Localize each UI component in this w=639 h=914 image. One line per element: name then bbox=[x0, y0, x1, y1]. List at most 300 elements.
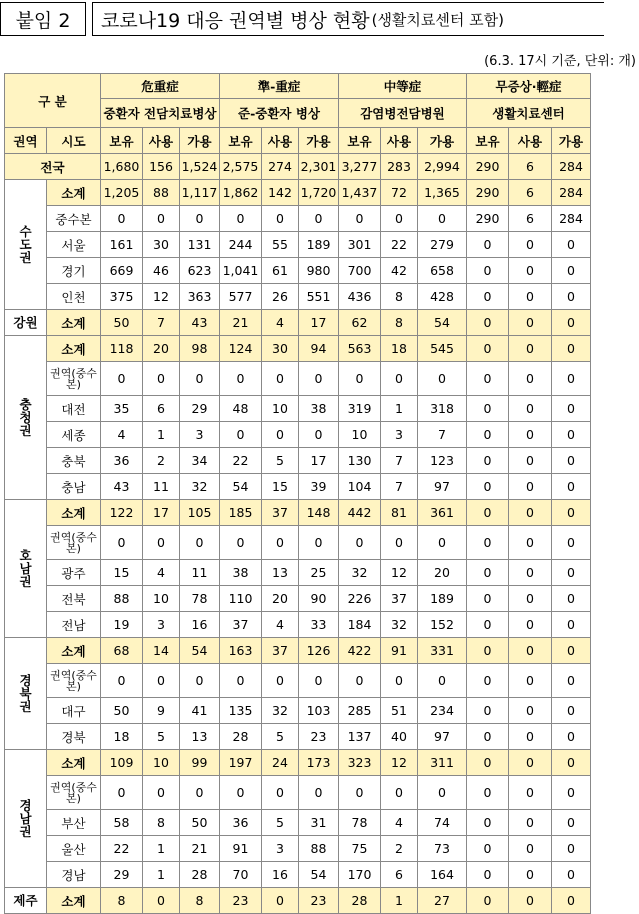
cell-value: 2 bbox=[381, 836, 418, 862]
cell-value: 88 bbox=[143, 180, 180, 206]
metric-header: 사용 bbox=[262, 128, 299, 154]
cell-value: 21 bbox=[220, 310, 262, 336]
cell-value: 55 bbox=[262, 232, 299, 258]
cell-value: 0 bbox=[509, 362, 552, 396]
cell-value: 442 bbox=[339, 500, 381, 526]
cell-value: 0 bbox=[552, 888, 591, 914]
cell-value: 0 bbox=[467, 776, 509, 810]
cell-value: 422 bbox=[339, 638, 381, 664]
cell-value: 137 bbox=[339, 724, 381, 750]
cell-value: 135 bbox=[220, 698, 262, 724]
cell-value: 0 bbox=[262, 776, 299, 810]
cell-value: 0 bbox=[299, 526, 339, 560]
cell-value: 0 bbox=[220, 664, 262, 698]
cell-value: 0 bbox=[467, 396, 509, 422]
cell-value: 545 bbox=[418, 336, 467, 362]
cell-value: 0 bbox=[552, 638, 591, 664]
cell-value: 8 bbox=[143, 810, 180, 836]
national-value: 1,680 bbox=[101, 154, 143, 180]
cell-value: 0 bbox=[220, 422, 262, 448]
cell-value: 1,365 bbox=[418, 180, 467, 206]
cell-value: 3 bbox=[381, 422, 418, 448]
city-name: 경북 bbox=[47, 724, 101, 750]
cell-value: 1,205 bbox=[101, 180, 143, 206]
cell-value: 70 bbox=[220, 862, 262, 888]
cell-value: 0 bbox=[509, 474, 552, 500]
cell-value: 0 bbox=[552, 836, 591, 862]
cell-value: 0 bbox=[418, 776, 467, 810]
group-name: 무증상·輕症 bbox=[467, 74, 591, 99]
cell-value: 0 bbox=[299, 422, 339, 448]
cell-value: 0 bbox=[143, 362, 180, 396]
cell-value: 15 bbox=[101, 560, 143, 586]
cell-value: 285 bbox=[339, 698, 381, 724]
cell-value: 11 bbox=[143, 474, 180, 500]
cell-value: 290 bbox=[467, 180, 509, 206]
cell-value: 50 bbox=[101, 310, 143, 336]
metric-header: 보유 bbox=[220, 128, 262, 154]
cell-value: 5 bbox=[262, 724, 299, 750]
cell-value: 0 bbox=[509, 810, 552, 836]
page-subtitle: (생활치료센터 포함) bbox=[371, 10, 504, 29]
cell-value: 161 bbox=[101, 232, 143, 258]
cell-value: 0 bbox=[143, 206, 180, 232]
cell-value: 130 bbox=[339, 448, 381, 474]
city-name: 소계 bbox=[47, 500, 101, 526]
cell-value: 0 bbox=[101, 362, 143, 396]
table-row bbox=[5, 336, 591, 362]
cell-value: 279 bbox=[418, 232, 467, 258]
cell-value: 0 bbox=[299, 664, 339, 698]
cell-value: 0 bbox=[262, 422, 299, 448]
cell-value: 0 bbox=[467, 422, 509, 448]
cell-value: 290 bbox=[467, 206, 509, 232]
cell-value: 0 bbox=[552, 664, 591, 698]
cell-value: 0 bbox=[381, 664, 418, 698]
cell-value: 104 bbox=[339, 474, 381, 500]
table-row bbox=[5, 586, 591, 612]
cell-value: 21 bbox=[180, 836, 220, 862]
table-row bbox=[5, 284, 591, 310]
cell-value: 0 bbox=[467, 560, 509, 586]
cell-value: 6 bbox=[381, 862, 418, 888]
cell-value: 97 bbox=[418, 474, 467, 500]
cell-value: 363 bbox=[180, 284, 220, 310]
cell-value: 16 bbox=[262, 862, 299, 888]
cell-value: 74 bbox=[418, 810, 467, 836]
cell-value: 0 bbox=[552, 422, 591, 448]
city-name: 전남 bbox=[47, 612, 101, 638]
cell-value: 12 bbox=[143, 284, 180, 310]
cell-value: 0 bbox=[552, 698, 591, 724]
cell-value: 14 bbox=[143, 638, 180, 664]
city-name: 경기 bbox=[47, 258, 101, 284]
cell-value: 23 bbox=[299, 724, 339, 750]
national-value: 290 bbox=[467, 154, 509, 180]
cell-value: 68 bbox=[101, 638, 143, 664]
cell-value: 0 bbox=[509, 862, 552, 888]
cell-value: 1,437 bbox=[339, 180, 381, 206]
cell-value: 12 bbox=[381, 560, 418, 586]
cell-value: 0 bbox=[467, 258, 509, 284]
city-name: 충북 bbox=[47, 448, 101, 474]
cell-value: 54 bbox=[299, 862, 339, 888]
table-row bbox=[5, 258, 591, 284]
cell-value: 0 bbox=[509, 836, 552, 862]
city-name: 전북 bbox=[47, 586, 101, 612]
cell-value: 0 bbox=[509, 310, 552, 336]
cell-value: 0 bbox=[180, 526, 220, 560]
attachment-badge: 붙임 2 bbox=[0, 2, 86, 36]
cell-value: 0 bbox=[467, 336, 509, 362]
region-col-header: 권역 bbox=[5, 128, 47, 154]
city-name: 소계 bbox=[47, 310, 101, 336]
cell-value: 10 bbox=[339, 422, 381, 448]
cell-value: 72 bbox=[381, 180, 418, 206]
cell-value: 0 bbox=[418, 526, 467, 560]
table-row bbox=[5, 750, 591, 776]
cell-value: 318 bbox=[418, 396, 467, 422]
cell-value: 4 bbox=[381, 810, 418, 836]
city-name: 중수본 bbox=[47, 206, 101, 232]
cell-value: 0 bbox=[143, 664, 180, 698]
table-row bbox=[5, 206, 591, 232]
cell-value: 4 bbox=[101, 422, 143, 448]
cell-value: 226 bbox=[339, 586, 381, 612]
cell-value: 88 bbox=[101, 586, 143, 612]
table-row bbox=[5, 422, 591, 448]
cell-value: 0 bbox=[381, 362, 418, 396]
metric-header: 사용 bbox=[509, 128, 552, 154]
cell-value: 31 bbox=[299, 810, 339, 836]
cell-value: 26 bbox=[262, 284, 299, 310]
cell-value: 0 bbox=[552, 500, 591, 526]
cell-value: 0 bbox=[143, 526, 180, 560]
metric-header: 가용 bbox=[552, 128, 591, 154]
cell-value: 33 bbox=[299, 612, 339, 638]
table-row bbox=[5, 448, 591, 474]
cell-value: 5 bbox=[143, 724, 180, 750]
cell-value: 284 bbox=[552, 206, 591, 232]
national-value: 156 bbox=[143, 154, 180, 180]
national-value: 284 bbox=[552, 154, 591, 180]
cell-value: 323 bbox=[339, 750, 381, 776]
table-row bbox=[5, 836, 591, 862]
group-sub: 생활치료센터 bbox=[467, 99, 591, 128]
cell-value: 34 bbox=[180, 448, 220, 474]
title-box bbox=[92, 2, 604, 36]
cell-value: 0 bbox=[467, 526, 509, 560]
cell-value: 0 bbox=[552, 586, 591, 612]
city-name: 광주 bbox=[47, 560, 101, 586]
cell-value: 0 bbox=[467, 698, 509, 724]
cell-value: 0 bbox=[262, 888, 299, 914]
page-header bbox=[0, 0, 639, 40]
cell-value: 0 bbox=[262, 362, 299, 396]
cell-value: 3 bbox=[262, 836, 299, 862]
national-value: 2,301 bbox=[299, 154, 339, 180]
national-value: 6 bbox=[509, 154, 552, 180]
national-label: 전국 bbox=[5, 154, 101, 180]
cell-value: 9 bbox=[143, 698, 180, 724]
cell-value: 0 bbox=[509, 422, 552, 448]
table-row bbox=[5, 310, 591, 336]
cell-value: 0 bbox=[552, 362, 591, 396]
cell-value: 197 bbox=[220, 750, 262, 776]
region-name: 강원 bbox=[5, 310, 47, 336]
cell-value: 1 bbox=[143, 862, 180, 888]
group-name: 準-重症 bbox=[220, 74, 339, 99]
metric-header: 가용 bbox=[180, 128, 220, 154]
metric-header: 사용 bbox=[143, 128, 180, 154]
cell-value: 2 bbox=[143, 448, 180, 474]
cell-value: 30 bbox=[262, 336, 299, 362]
cell-value: 0 bbox=[552, 284, 591, 310]
cell-value: 0 bbox=[552, 724, 591, 750]
cell-value: 73 bbox=[418, 836, 467, 862]
cell-value: 122 bbox=[101, 500, 143, 526]
cell-value: 0 bbox=[509, 336, 552, 362]
cell-value: 32 bbox=[339, 560, 381, 586]
city-name: 권역(중수본) bbox=[47, 526, 101, 560]
cell-value: 16 bbox=[180, 612, 220, 638]
cell-value: 0 bbox=[339, 206, 381, 232]
city-name: 충남 bbox=[47, 474, 101, 500]
cell-value: 0 bbox=[180, 362, 220, 396]
cell-value: 658 bbox=[418, 258, 467, 284]
city-name: 소계 bbox=[47, 180, 101, 206]
cell-value: 189 bbox=[418, 586, 467, 612]
city-name: 세종 bbox=[47, 422, 101, 448]
table-row bbox=[5, 526, 591, 560]
cell-value: 131 bbox=[180, 232, 220, 258]
cell-value: 0 bbox=[220, 206, 262, 232]
cell-value: 10 bbox=[262, 396, 299, 422]
cell-value: 164 bbox=[418, 862, 467, 888]
city-name: 부산 bbox=[47, 810, 101, 836]
cell-value: 23 bbox=[220, 888, 262, 914]
cell-value: 1,041 bbox=[220, 258, 262, 284]
cell-value: 13 bbox=[262, 560, 299, 586]
cell-value: 980 bbox=[299, 258, 339, 284]
cell-value: 0 bbox=[509, 664, 552, 698]
cell-value: 189 bbox=[299, 232, 339, 258]
cell-value: 10 bbox=[143, 750, 180, 776]
cell-value: 0 bbox=[509, 698, 552, 724]
city-name: 대전 bbox=[47, 396, 101, 422]
metric-header: 보유 bbox=[101, 128, 143, 154]
national-value: 2,575 bbox=[220, 154, 262, 180]
cell-value: 20 bbox=[418, 560, 467, 586]
cell-value: 37 bbox=[220, 612, 262, 638]
cell-value: 0 bbox=[509, 258, 552, 284]
cell-value: 36 bbox=[220, 810, 262, 836]
cell-value: 78 bbox=[180, 586, 220, 612]
cell-value: 32 bbox=[262, 698, 299, 724]
cell-value: 4 bbox=[262, 612, 299, 638]
cell-value: 301 bbox=[339, 232, 381, 258]
cell-value: 5 bbox=[262, 810, 299, 836]
cell-value: 0 bbox=[467, 836, 509, 862]
cell-value: 3 bbox=[143, 612, 180, 638]
cell-value: 0 bbox=[467, 586, 509, 612]
region-name: 경 남 권 bbox=[5, 750, 47, 888]
cell-value: 0 bbox=[467, 810, 509, 836]
cell-value: 61 bbox=[262, 258, 299, 284]
cell-value: 0 bbox=[180, 206, 220, 232]
cell-value: 8 bbox=[381, 284, 418, 310]
cell-value: 37 bbox=[381, 586, 418, 612]
cell-value: 375 bbox=[101, 284, 143, 310]
cell-value: 12 bbox=[381, 750, 418, 776]
table-row bbox=[5, 664, 591, 698]
cell-value: 46 bbox=[143, 258, 180, 284]
cell-value: 1 bbox=[143, 836, 180, 862]
metric-header: 가용 bbox=[299, 128, 339, 154]
table-row bbox=[5, 180, 591, 206]
cell-value: 0 bbox=[552, 862, 591, 888]
city-name: 대구 bbox=[47, 698, 101, 724]
cell-value: 0 bbox=[467, 638, 509, 664]
cell-value: 0 bbox=[552, 560, 591, 586]
table-row bbox=[5, 776, 591, 810]
cell-value: 27 bbox=[418, 888, 467, 914]
cell-value: 6 bbox=[143, 396, 180, 422]
cell-value: 51 bbox=[381, 698, 418, 724]
national-value: 2,994 bbox=[418, 154, 467, 180]
city-name: 소계 bbox=[47, 638, 101, 664]
cell-value: 0 bbox=[467, 664, 509, 698]
cell-value: 0 bbox=[101, 664, 143, 698]
cell-value: 41 bbox=[180, 698, 220, 724]
cell-value: 0 bbox=[509, 232, 552, 258]
cell-value: 40 bbox=[381, 724, 418, 750]
cell-value: 5 bbox=[262, 448, 299, 474]
cell-value: 0 bbox=[467, 500, 509, 526]
cell-value: 8 bbox=[381, 310, 418, 336]
cell-value: 97 bbox=[418, 724, 467, 750]
cell-value: 78 bbox=[339, 810, 381, 836]
metric-header: 보유 bbox=[467, 128, 509, 154]
cell-value: 0 bbox=[339, 664, 381, 698]
cell-value: 105 bbox=[180, 500, 220, 526]
cell-value: 0 bbox=[552, 232, 591, 258]
cell-value: 90 bbox=[299, 586, 339, 612]
cell-value: 29 bbox=[180, 396, 220, 422]
cell-value: 436 bbox=[339, 284, 381, 310]
cell-value: 0 bbox=[101, 206, 143, 232]
cell-value: 3 bbox=[180, 422, 220, 448]
cell-value: 58 bbox=[101, 810, 143, 836]
cell-value: 18 bbox=[381, 336, 418, 362]
cell-value: 6 bbox=[509, 180, 552, 206]
cell-value: 62 bbox=[339, 310, 381, 336]
cell-value: 39 bbox=[299, 474, 339, 500]
cell-value: 109 bbox=[101, 750, 143, 776]
cell-value: 0 bbox=[339, 362, 381, 396]
cell-value: 0 bbox=[299, 206, 339, 232]
cell-value: 0 bbox=[220, 526, 262, 560]
cell-value: 234 bbox=[418, 698, 467, 724]
city-name: 권역(중수본) bbox=[47, 776, 101, 810]
cell-value: 0 bbox=[509, 750, 552, 776]
cell-value: 42 bbox=[381, 258, 418, 284]
city-col-header: 시도 bbox=[47, 128, 101, 154]
cell-value: 0 bbox=[552, 396, 591, 422]
cell-value: 0 bbox=[220, 776, 262, 810]
cell-value: 22 bbox=[220, 448, 262, 474]
cell-value: 0 bbox=[509, 396, 552, 422]
cell-value: 124 bbox=[220, 336, 262, 362]
cell-value: 50 bbox=[101, 698, 143, 724]
cell-value: 88 bbox=[299, 836, 339, 862]
cell-value: 170 bbox=[339, 862, 381, 888]
cell-value: 0 bbox=[509, 638, 552, 664]
group-sub: 중환자 전담치료병상 bbox=[101, 99, 220, 128]
cell-value: 36 bbox=[101, 448, 143, 474]
cell-value: 8 bbox=[101, 888, 143, 914]
cell-value: 24 bbox=[262, 750, 299, 776]
city-name: 소계 bbox=[47, 750, 101, 776]
national-value: 283 bbox=[381, 154, 418, 180]
city-name: 서울 bbox=[47, 232, 101, 258]
table-row bbox=[5, 638, 591, 664]
cell-value: 0 bbox=[467, 310, 509, 336]
cell-value: 75 bbox=[339, 836, 381, 862]
cell-value: 38 bbox=[220, 560, 262, 586]
cell-value: 20 bbox=[143, 336, 180, 362]
cell-value: 0 bbox=[467, 724, 509, 750]
metric-header: 보유 bbox=[339, 128, 381, 154]
reference-note: (6.3. 17시 기준, 단위: 개) bbox=[484, 54, 636, 69]
cell-value: 37 bbox=[262, 638, 299, 664]
cell-value: 0 bbox=[418, 206, 467, 232]
region-name: 수 도 권 bbox=[5, 180, 47, 310]
cell-value: 1,862 bbox=[220, 180, 262, 206]
cell-value: 0 bbox=[509, 560, 552, 586]
cell-value: 0 bbox=[552, 258, 591, 284]
cell-value: 0 bbox=[381, 776, 418, 810]
cell-value: 28 bbox=[180, 862, 220, 888]
cell-value: 15 bbox=[262, 474, 299, 500]
cell-value: 0 bbox=[299, 362, 339, 396]
cell-value: 0 bbox=[467, 448, 509, 474]
cell-value: 551 bbox=[299, 284, 339, 310]
cell-value: 0 bbox=[467, 474, 509, 500]
table-row bbox=[5, 612, 591, 638]
cell-value: 28 bbox=[339, 888, 381, 914]
cell-value: 48 bbox=[220, 396, 262, 422]
cell-value: 0 bbox=[180, 664, 220, 698]
cell-value: 0 bbox=[509, 612, 552, 638]
cell-value: 0 bbox=[509, 776, 552, 810]
group-sub: 준-중환자 병상 bbox=[220, 99, 339, 128]
cell-value: 20 bbox=[262, 586, 299, 612]
cell-value: 0 bbox=[552, 448, 591, 474]
city-name: 경남 bbox=[47, 862, 101, 888]
cell-value: 17 bbox=[143, 500, 180, 526]
cell-value: 0 bbox=[467, 612, 509, 638]
cell-value: 361 bbox=[418, 500, 467, 526]
cell-value: 0 bbox=[381, 206, 418, 232]
cell-value: 0 bbox=[552, 336, 591, 362]
cell-value: 0 bbox=[143, 776, 180, 810]
cell-value: 0 bbox=[418, 362, 467, 396]
gubun-header: 구 분 bbox=[5, 74, 101, 128]
cell-value: 185 bbox=[220, 500, 262, 526]
cell-value: 0 bbox=[552, 474, 591, 500]
cell-value: 50 bbox=[180, 810, 220, 836]
